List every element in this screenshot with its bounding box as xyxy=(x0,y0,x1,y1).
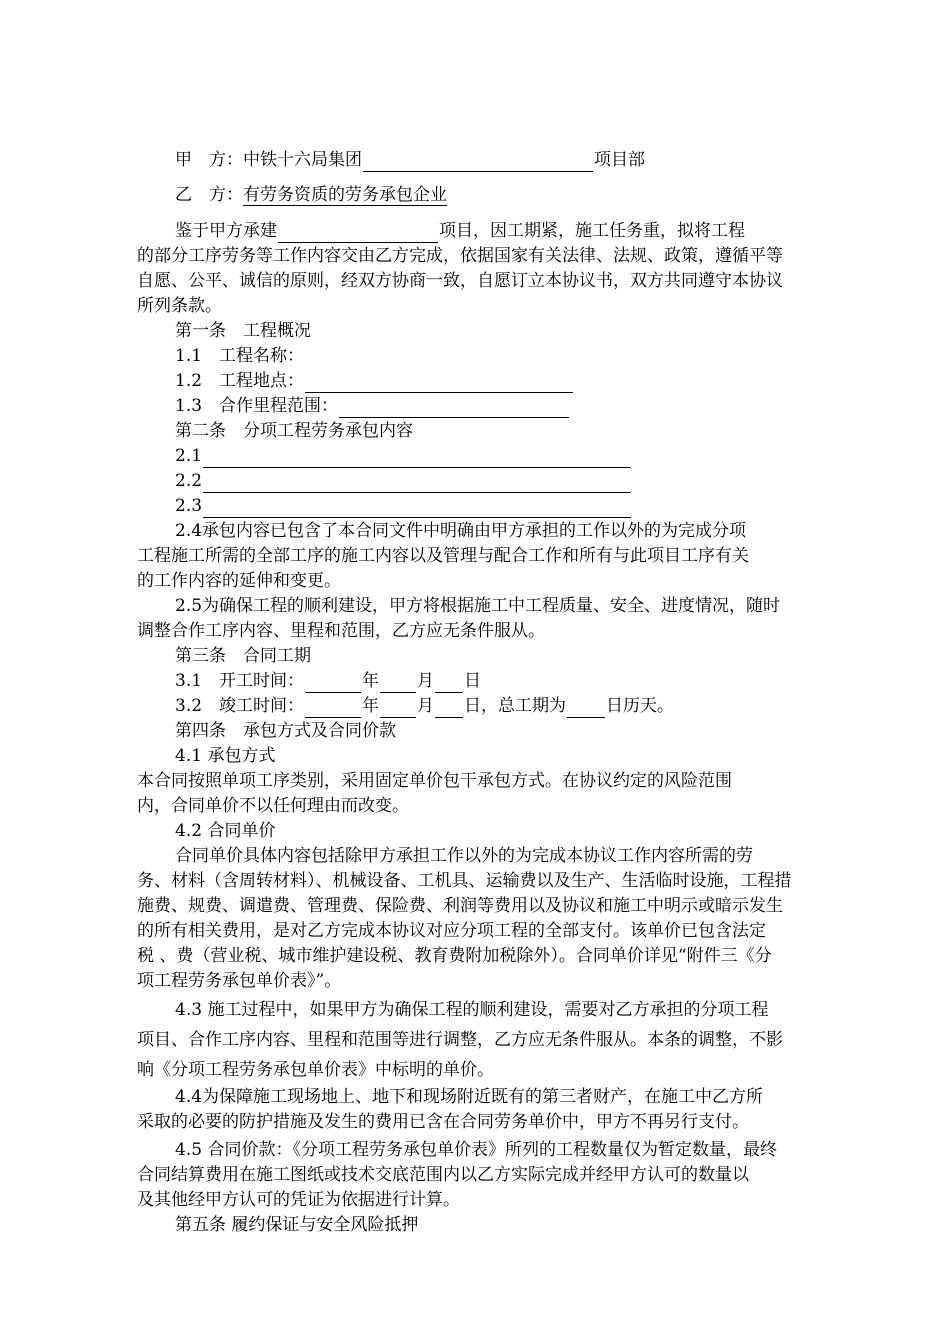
party-a-line xyxy=(175,148,645,172)
item-label: 2.3 xyxy=(175,496,203,516)
party-a-suffix: 项目部 xyxy=(594,150,645,170)
section-4-2-line-4 xyxy=(137,919,837,943)
end-day-blank[interactable] xyxy=(435,699,463,718)
clause-2-5-line-2: 调整合作工序内容、里程和范围，乙方应无条件服从。 xyxy=(137,621,545,641)
item-label: 1.3 合作里程范围： xyxy=(175,396,339,416)
item-2-2-blank[interactable] xyxy=(203,474,631,493)
start-day-blank[interactable] xyxy=(435,674,463,693)
year-text: 年 xyxy=(362,696,380,716)
item-2-1-blank[interactable] xyxy=(203,449,631,468)
project-location-item xyxy=(175,369,574,393)
preamble-line-1 xyxy=(175,219,745,243)
project-blank[interactable] xyxy=(278,224,438,243)
item-label: 3.2 竣工时间： xyxy=(175,696,305,716)
preamble-text: 自愿、公平、诚信的原则，经双方协商一致，自愿订立本协议书，双方共同遵守本协议 xyxy=(137,271,783,291)
section-4-3-line-1 xyxy=(175,998,837,1022)
item-2-2 xyxy=(175,469,632,493)
section-4-2-line-1 xyxy=(175,844,837,868)
item-2-1 xyxy=(175,444,632,468)
year-text: 年 xyxy=(362,671,380,691)
preamble-text: 鉴于甲方承建 xyxy=(175,221,277,241)
total-days-blank[interactable] xyxy=(567,699,605,718)
clause-text: 务、材料（含周转材料）、机械设备、工机具、运输费以及生产、生活临时设施，工程措 xyxy=(137,871,792,891)
section-4-5-line-2 xyxy=(137,1163,837,1187)
total-text: 日，总工期为 xyxy=(464,696,567,716)
section-4-2-line-2 xyxy=(137,869,837,893)
end-date-item xyxy=(175,694,674,718)
item-2-3-blank[interactable] xyxy=(203,499,631,518)
section-4-2-line-6: 项工程劳务承包单价表》”。 xyxy=(137,971,342,991)
preamble-text: 项目，因工期紧，施工任务重，拟将工程 xyxy=(439,221,745,241)
clause-text: 施费、规费、调遣费、管理费、保险费、利润等费用以及协议和施工中明示或暗示发生 xyxy=(137,896,783,916)
clause-text: 4.3 施工过程中，如果甲方为确保工程的顺利建设，需要对乙方承担的分项工程 xyxy=(175,1000,769,1020)
party-b-value: 有劳务资质的劳务承包企业 xyxy=(243,185,447,205)
section-4-4-line-1 xyxy=(175,1085,837,1109)
preamble-line-4 xyxy=(137,294,222,318)
start-date-item xyxy=(175,669,481,693)
clause-text: 工程施工所需的全部工序的施工内容以及管理与配合工作和所有与此项目工序有关 xyxy=(137,546,749,566)
item-label: 2.1 xyxy=(175,446,203,466)
section-4-5-line-3: 及其他经甲方认可的凭证为依据进行计算。 xyxy=(137,1190,460,1210)
clause-text: 项目、合作工序内容、里程和范围等进行调整，乙方应无条件服从。本条的调整，不影 xyxy=(137,1030,783,1050)
section-4-1-line-2: 内，合同单价不以任何理由而改变。 xyxy=(137,796,409,816)
clause-text: 合同单价具体内容包括除甲方承担工作以外的为完成本协议工作内容所需的劳 xyxy=(175,846,753,866)
preamble-text: 所列条款。 xyxy=(137,296,222,316)
article-1-heading: 第一条 工程概况 xyxy=(175,321,311,341)
preamble-line-2 xyxy=(137,244,837,268)
section-4-3-line-2 xyxy=(137,1028,837,1052)
section-4-1-heading: 4.1 承包方式 xyxy=(175,746,276,766)
preamble-text: 的部分工序劳务等工作内容交由乙方完成，依据国家有关法律、法规、政策，遵循平等 xyxy=(137,246,783,266)
month-text: 月 xyxy=(417,671,435,691)
clause-2-5-line-1 xyxy=(175,594,837,618)
mileage-blank[interactable] xyxy=(339,399,569,418)
article-2-heading: 第二条 分项工程劳务承包内容 xyxy=(175,421,413,441)
project-name-blank[interactable] xyxy=(363,153,593,172)
section-4-1-line-1 xyxy=(137,769,837,793)
clause-text: 4.4为保障施工现场地上、地下和现场附近既有的第三者财产，在施工中乙方所 xyxy=(175,1087,764,1107)
section-4-3-line-3: 响《分项工程劳务承包单价表》中标明的单价。 xyxy=(137,1060,494,1080)
clause-text: 4.5 合同价款：《分项工程劳务承包单价表》所列的工程数量仅为暂定数量，最终 xyxy=(175,1140,777,1160)
party-a-text: 中铁十六局集团 xyxy=(243,150,362,170)
clause-text: 2.5为确保工程的顺利建设，甲方将根据施工中工程质量、安全、进度情况，随时 xyxy=(175,596,781,616)
item-2-3 xyxy=(175,494,632,518)
preamble-line-3 xyxy=(137,269,837,293)
clause-text: 税 、费（营业税、城市维护建设税、教育费附加税除外）。合同单价详见“附件三《分 xyxy=(137,946,772,966)
project-name-item: 1.1 工程名称： xyxy=(175,346,305,366)
section-4-2-line-3 xyxy=(137,894,837,918)
item-label: 1.2 工程地点： xyxy=(175,371,305,391)
clause-text: 本合同按照单项工序类别，采用固定单价包干承包方式。在协议约定的风险范围 xyxy=(137,771,732,791)
clause-text: 合同结算费用在施工图纸或技术交底范围内以乙方实际完成并经甲方认可的数量以 xyxy=(137,1165,749,1185)
section-4-2-heading: 4.2 合同单价 xyxy=(175,821,276,841)
day-text: 日 xyxy=(464,671,482,691)
section-4-4-line-2: 采取的必要的防护措施及发生的费用已含在合同劳务单价中，甲方不再另行支付。 xyxy=(137,1112,749,1132)
start-year-blank[interactable] xyxy=(305,674,361,693)
clause-text: 的所有相关费用，是对乙方完成本协议对应分项工程的全部支付。该单价已包含法定 xyxy=(137,921,766,941)
section-4-5-line-1 xyxy=(175,1138,837,1162)
clause-2-4-line-1 xyxy=(175,519,837,543)
clause-text: 2.4承包内容已包含了本合同文件中明确由甲方承担的工作以外的为完成分项 xyxy=(175,521,747,541)
start-month-blank[interactable] xyxy=(380,674,416,693)
party-a-label: 甲 方： xyxy=(175,150,243,170)
article-5-heading: 第五条 履约保证与安全风险抵押 xyxy=(175,1215,419,1235)
item-label: 3.1 开工时间： xyxy=(175,671,305,691)
clause-2-4-line-3: 的工作内容的延伸和变更。 xyxy=(137,571,341,591)
clause-2-4-line-2 xyxy=(137,544,837,568)
location-blank[interactable] xyxy=(305,374,573,393)
party-b-line xyxy=(175,183,447,207)
month-text: 月 xyxy=(417,696,435,716)
article-3-heading: 第三条 合同工期 xyxy=(175,646,311,666)
party-b-label: 乙 方： xyxy=(175,185,243,205)
section-4-2-line-5 xyxy=(137,944,837,968)
end-year-blank[interactable] xyxy=(305,699,361,718)
days-text: 日历天。 xyxy=(606,696,675,716)
end-month-blank[interactable] xyxy=(380,699,416,718)
mileage-range-item xyxy=(175,394,570,418)
item-label: 2.2 xyxy=(175,471,203,491)
article-4-heading: 第四条 承包方式及合同价款 xyxy=(175,721,396,741)
